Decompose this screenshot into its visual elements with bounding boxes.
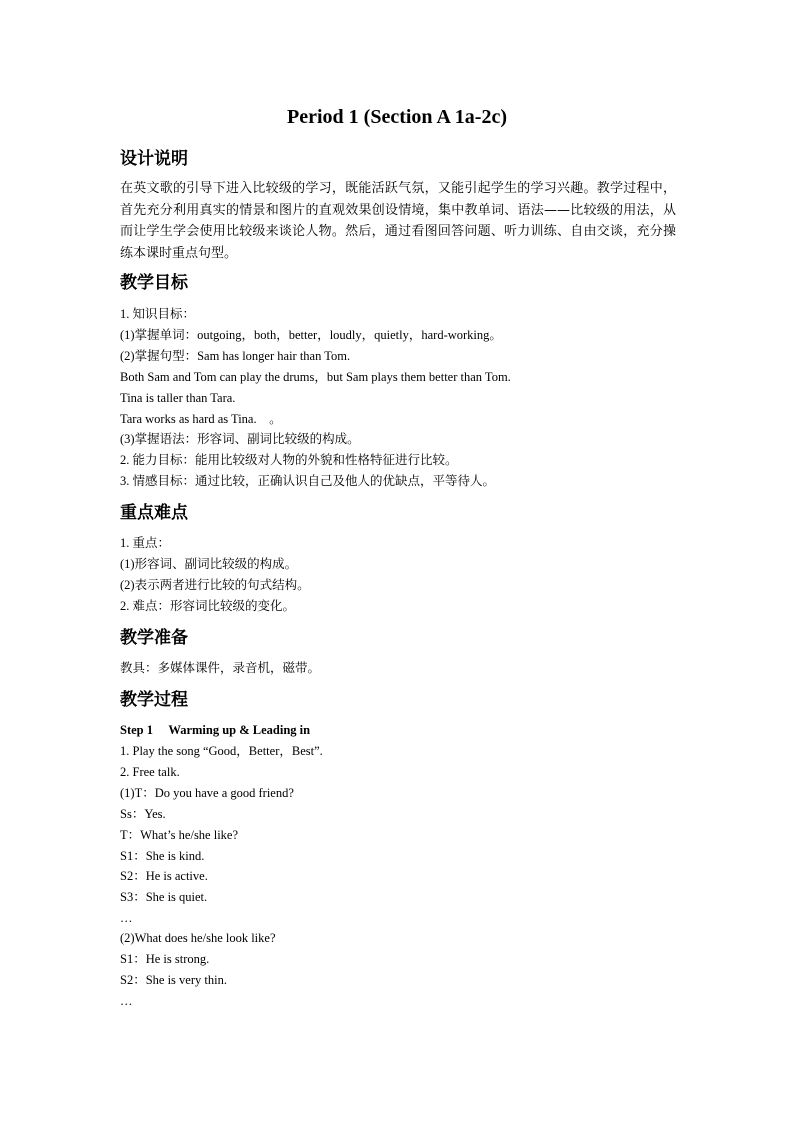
keypoints-heading: 重点难点 (120, 503, 188, 523)
goals-line: Tina is taller than Tara. (120, 391, 236, 405)
process-line: S2：She is very thin. (120, 973, 227, 987)
keypoints-line: (2)表示两者进行比较的句式结构。 (120, 578, 310, 592)
goals-line: 1. 知识目标： (120, 307, 196, 321)
goals-line: 2. 能力目标：能用比较级对人物的外貌和性格特征进行比较。 (120, 453, 458, 467)
prep-line: 教具：多媒体课件，录音机，磁带。 (120, 661, 321, 675)
keypoints-line: 2. 难点：形容词比较级的变化。 (120, 599, 296, 613)
goals-line: 3. 情感目标：通过比较，正确认识自己及他人的优缺点，平等待人。 (120, 474, 496, 488)
step1-heading: Step 1 Warming up & Leading in (120, 723, 311, 737)
goals-line: Both Sam and Tom can play the drums，but Sam plays them better than Tom. (120, 370, 511, 384)
prep-heading: 教学准备 (120, 628, 188, 648)
process-line: Ss：Yes. (120, 807, 166, 821)
process-line: S1：He is strong. (120, 952, 210, 966)
process-line: … (120, 994, 133, 1008)
process-line: S1：She is kind. (120, 849, 205, 863)
process-line: (1)T：Do you have a good friend? (120, 786, 294, 800)
goals-heading: 教学目标 (120, 273, 188, 293)
process-line: 1. Play the song “Good，Better，Best”. (120, 744, 323, 758)
goals-line: (3)掌握语法：形容词、副词比较级的构成。 (120, 432, 360, 446)
process-line: 2. Free talk. (120, 765, 180, 779)
keypoints-line: (1)形容词、副词比较级的构成。 (120, 557, 298, 571)
process-line: … (120, 911, 133, 925)
process-heading: 教学过程 (120, 690, 188, 710)
design-paragraph: 在英文歌的引导下进入比较级的学习，既能活跃气氛，又能引起学生的学习兴趣。教学过程中，首先充分利用真实的情景和图片的直观效果创设情境，集中教单词、语法——比较级的用法，从而让学生学会使用比较级来谈论人物。然后，通过看图回答问题、听力训练、自由交谈，充分操练本课时重点句型。 (120, 181, 676, 261)
page-title: Period 1 (Section A 1a-2c) (287, 106, 507, 128)
goals-line: Tara works as hard as Tina. 。 (120, 412, 282, 426)
process-line: S2：He is active. (120, 869, 208, 883)
goals-line: (2)掌握句型：Sam has longer hair than Tom. (120, 349, 351, 363)
process-line: T：What’s he/she like? (120, 828, 239, 842)
design-heading: 设计说明 (120, 149, 188, 169)
keypoints-line: 1. 重点： (120, 536, 171, 550)
process-line: S3：She is quiet. (120, 890, 208, 904)
process-line: (2)What does he/she look like? (120, 931, 276, 945)
goals-line: (1)掌握单词：outgoing，both，better，loudly，quietly，hard-working。 (120, 328, 502, 342)
